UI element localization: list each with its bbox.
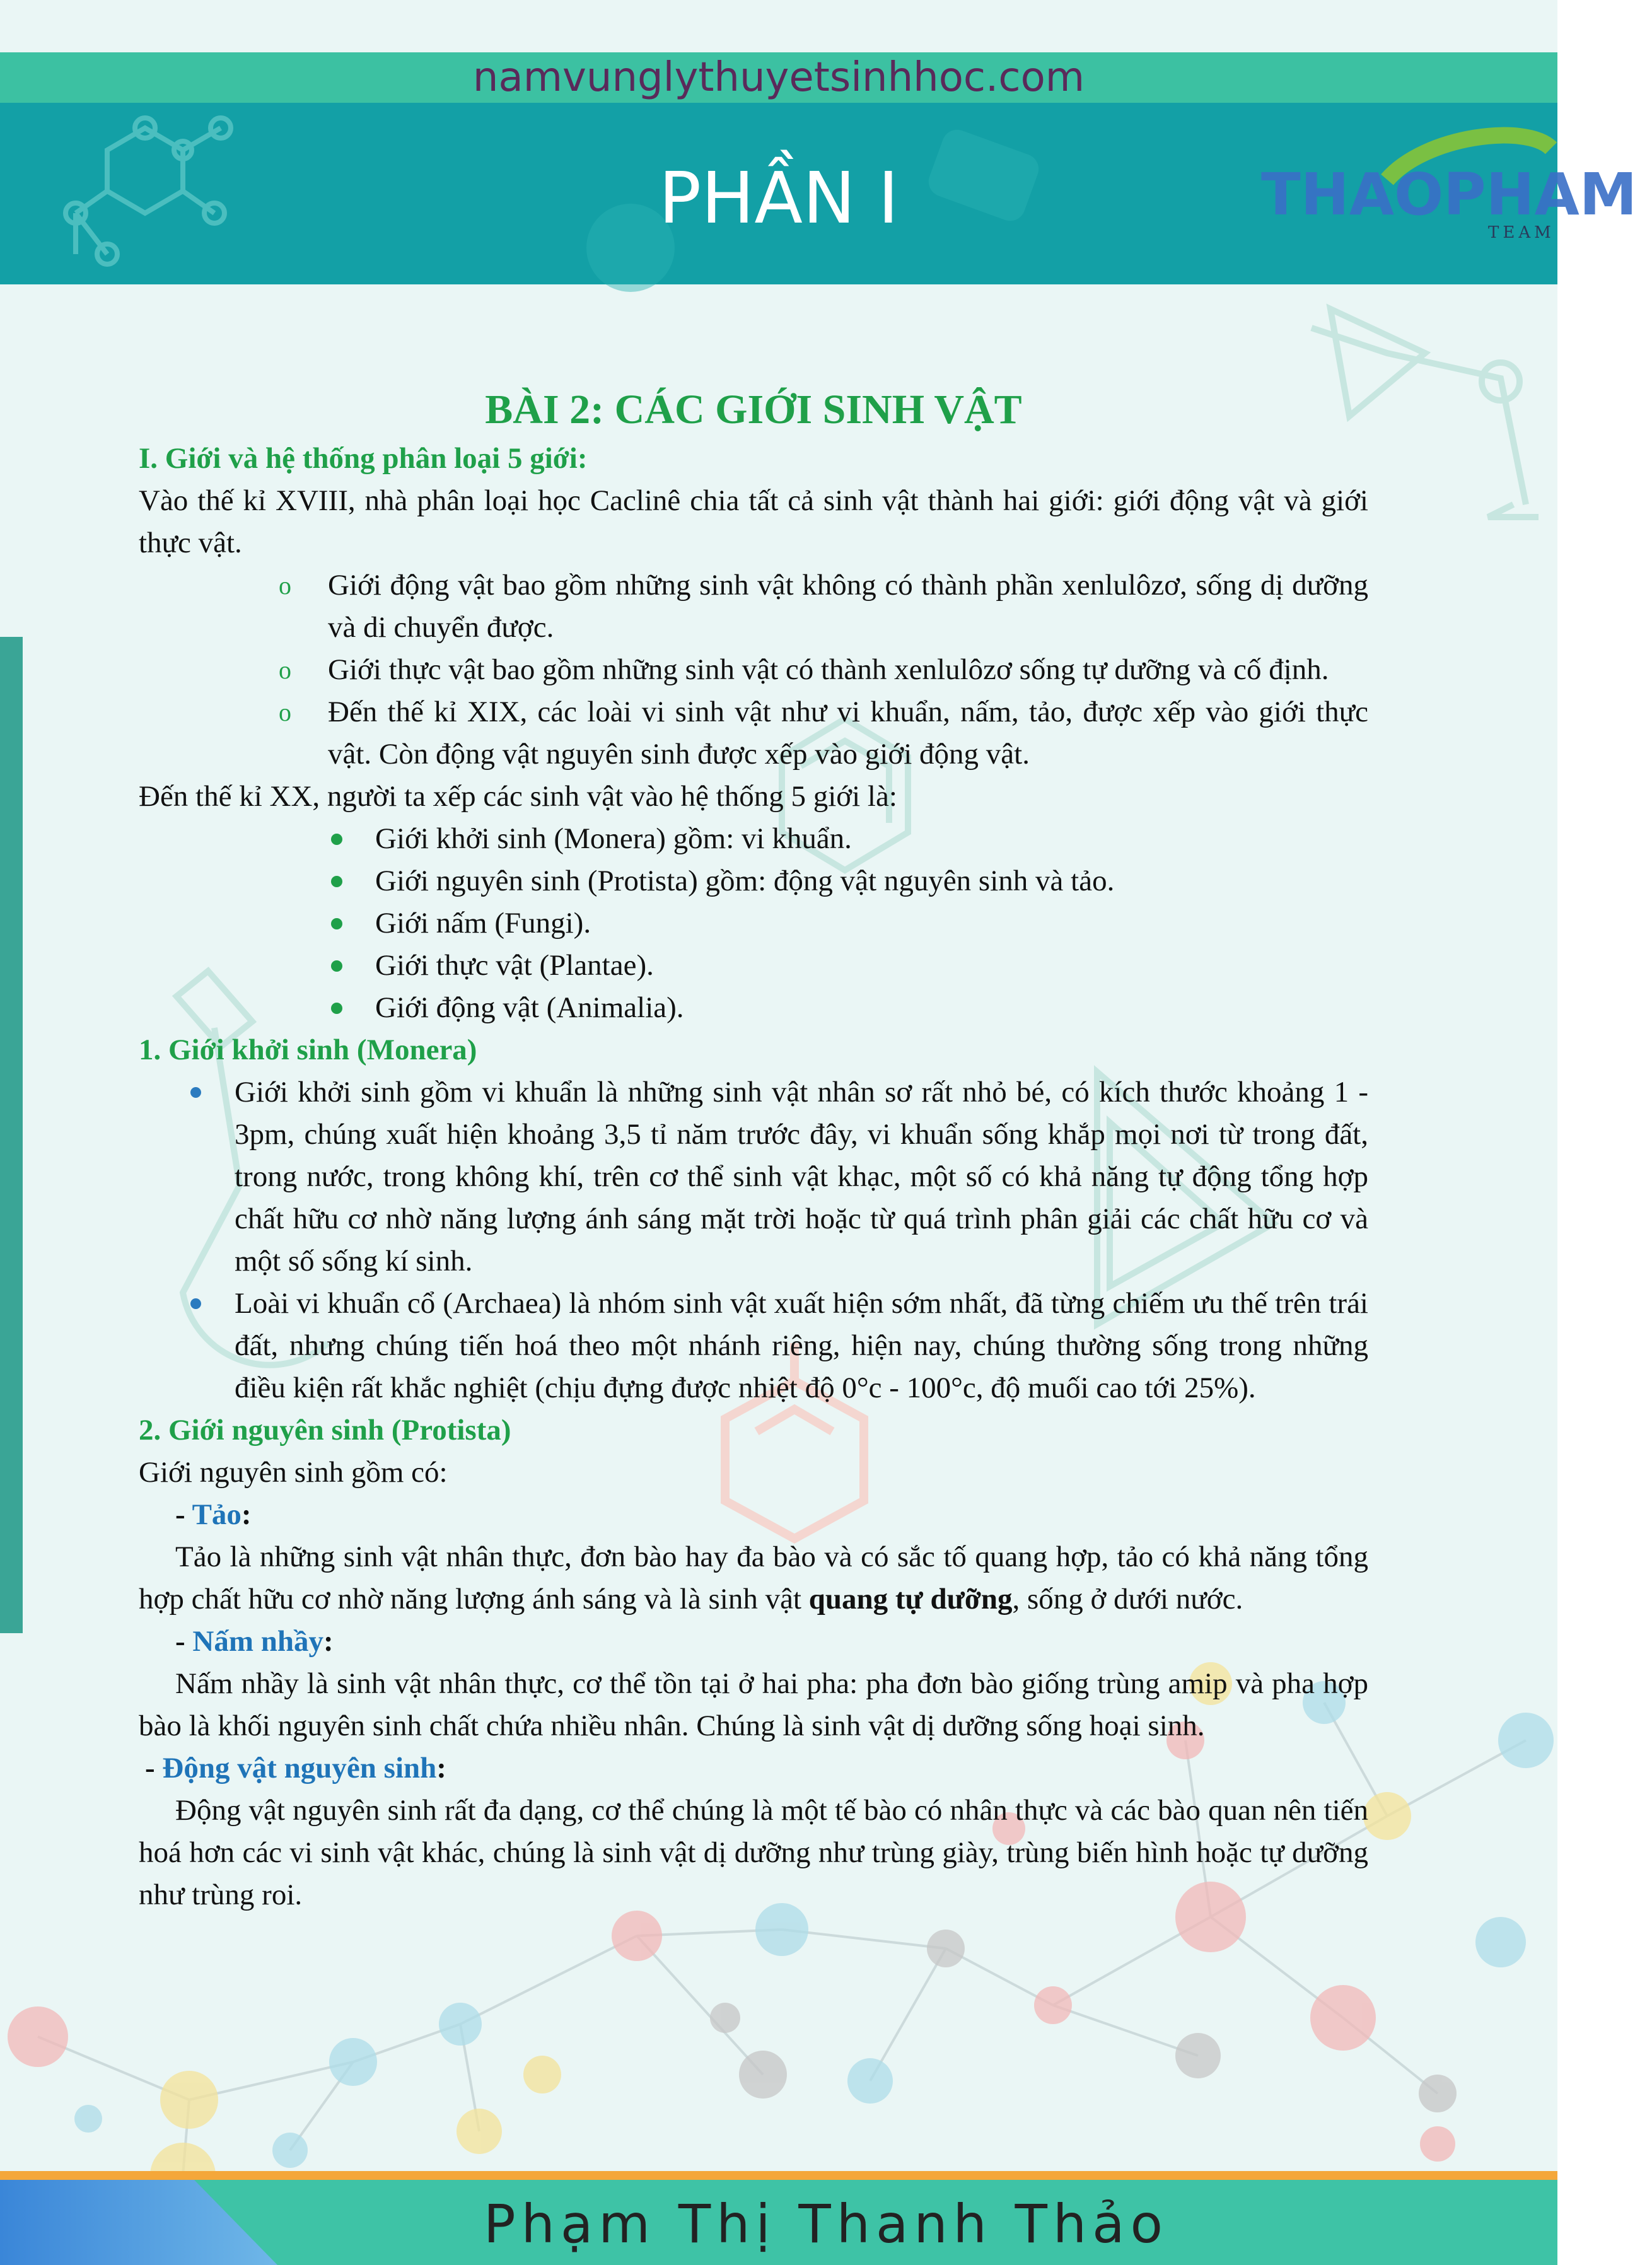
protista-heading: 2. Giới nguyên sinh (Protista) bbox=[139, 1414, 511, 1447]
bullet-icon bbox=[331, 918, 342, 929]
lesson-title: BÀI 2: CÁC GIỚI SINH VẬT bbox=[485, 387, 1022, 433]
list-item: Giới thực vật (Plantae). bbox=[139, 945, 1368, 987]
footer-line bbox=[0, 2171, 1557, 2180]
tao-paragraph: Tảo là những sinh vật nhân thực, đơn bào hay đa bào và có sắc tố quang hợp, tảo có khả năng tổng hợp chất hữu cơ nhờ năng lượng ánh sáng và là sinh vật quang tự dưỡng, sống ở dưới nước. bbox=[139, 1540, 1368, 1616]
section1-heading: I. Giới và hệ thống phân loại 5 giới: bbox=[139, 442, 588, 475]
monera-heading: 1. Giới khởi sinh (Monera) bbox=[139, 1034, 477, 1066]
tao-label: - Tảo: bbox=[175, 1498, 252, 1531]
circle-bullet-icon: o bbox=[279, 656, 291, 684]
footer-author: Phạm Thị Thanh Thảo bbox=[483, 2193, 1169, 2255]
list-item: Loài vi khuẩn cổ (Archaea) là nhóm sinh vật xuất hiện sớm nhất, đã từng chiếm ưu thế trên trái đất, nhưng chúng tiến hoá theo một nhánh riêng, hiện nay, chúng thường sống trong những điều kiện rất khắc nghiệt (chịu đựng được nhiệt độ 0°c - 100°c, độ muối cao tới 25%). bbox=[139, 1283, 1368, 1409]
bullet-icon bbox=[190, 1087, 201, 1098]
list-item: Giới khởi sinh gồm vi khuẩn là những sinh vật nhân sơ rất nhỏ bé, có kích thước khoảng 1 - 3pm, chúng xuất hiện khoảng 3,5 tỉ năm trước đây, vi khuẩn sống khắp mọi nơi từ trong đất, trong nước, trong không khí, trên cơ thể sinh vật khạc, một số có khả năng tự động tổng hợp chất hữu cơ nhờ năng lượng ánh sáng mặt trời hoặc từ quá trình phân giải các chất hữu cơ và một số sống kí sinh. bbox=[139, 1071, 1368, 1283]
circle-bullet-icon: o bbox=[279, 571, 291, 600]
circle-bullet-icon: o bbox=[279, 698, 291, 726]
list-item: Giới khởi sinh (Monera) gồm: vi khuẩn. bbox=[139, 818, 1368, 860]
bullet-icon bbox=[331, 876, 342, 887]
protista-intro: Giới nguyên sinh gồm có: bbox=[139, 1456, 448, 1489]
list-item: Giới nguyên sinh (Protista) gồm: động vật nguyên sinh và tảo. bbox=[139, 860, 1368, 902]
dvns-paragraph: Động vật nguyên sinh rất đa dạng, cơ thể chúng là một tế bào có nhân thực và các bào quan nên tiến hoá hơn các vi sinh vật khác, chúng là sinh vật dị dưỡng như trùng giày, trùng biến hình hoặc tự dưỡng như trùng roi. bbox=[139, 1794, 1368, 1911]
site-url: namvunglythuyetsinhhoc.com bbox=[472, 54, 1085, 101]
thaopham-logo bbox=[1261, 123, 1637, 243]
svg-text:TEAM: TEAM bbox=[1488, 223, 1555, 242]
lesson-content bbox=[139, 378, 1368, 1916]
left-ruler-strip bbox=[0, 637, 23, 1633]
five-kingdoms-intro: Đến thế kỉ XX, người ta xếp các sinh vật vào hệ thống 5 giới là: bbox=[139, 780, 897, 813]
list-item: Giới nấm (Fungi). bbox=[139, 902, 1368, 945]
section1-intro: Vào thế kỉ XVIII, nhà phân loại học Caclinê chia tất cả sinh vật thành hai giới: giới động vật và giới thực vật. bbox=[139, 484, 1368, 559]
bullet-icon bbox=[331, 834, 342, 845]
nam-nhay-label: - Nấm nhầy: bbox=[175, 1625, 334, 1658]
list-item: o Giới thực vật bao gồm những sinh vật có thành xenlulôzơ sống tự dưỡng và cố định. bbox=[139, 649, 1368, 691]
nam-nhay-paragraph: Nấm nhầy là sinh vật nhân thực, cơ thể tồn tại ở hai pha: pha đơn bào giống trùng amip và pha hợp bào là khối nguyên sinh chất chứa nhiều nhân. Chúng là sinh vật dị dưỡng sống hoại sinh. bbox=[139, 1667, 1368, 1742]
bullet-icon bbox=[331, 1003, 342, 1014]
bullet-icon bbox=[331, 960, 342, 972]
svg-text:THAOPHAM: THAOPHAM bbox=[1261, 161, 1637, 228]
list-item: Giới động vật (Animalia). bbox=[139, 987, 1368, 1029]
list-item: o Đến thế kỉ XIX, các loài vi sinh vật như vi khuẩn, nấm, tảo, được xếp vào giới thực vật. Còn động vật nguyên sinh được xếp vào giới động vật. bbox=[139, 691, 1368, 776]
list-item: o Giới động vật bao gồm những sinh vật không có thành phần xenlulôzơ, sống dị dưỡng và di chuyển được. bbox=[139, 564, 1368, 649]
dvns-label: - Động vật nguyên sinh: bbox=[145, 1752, 446, 1785]
bullet-icon bbox=[190, 1298, 201, 1309]
part-title: PHẦN I bbox=[658, 158, 899, 240]
